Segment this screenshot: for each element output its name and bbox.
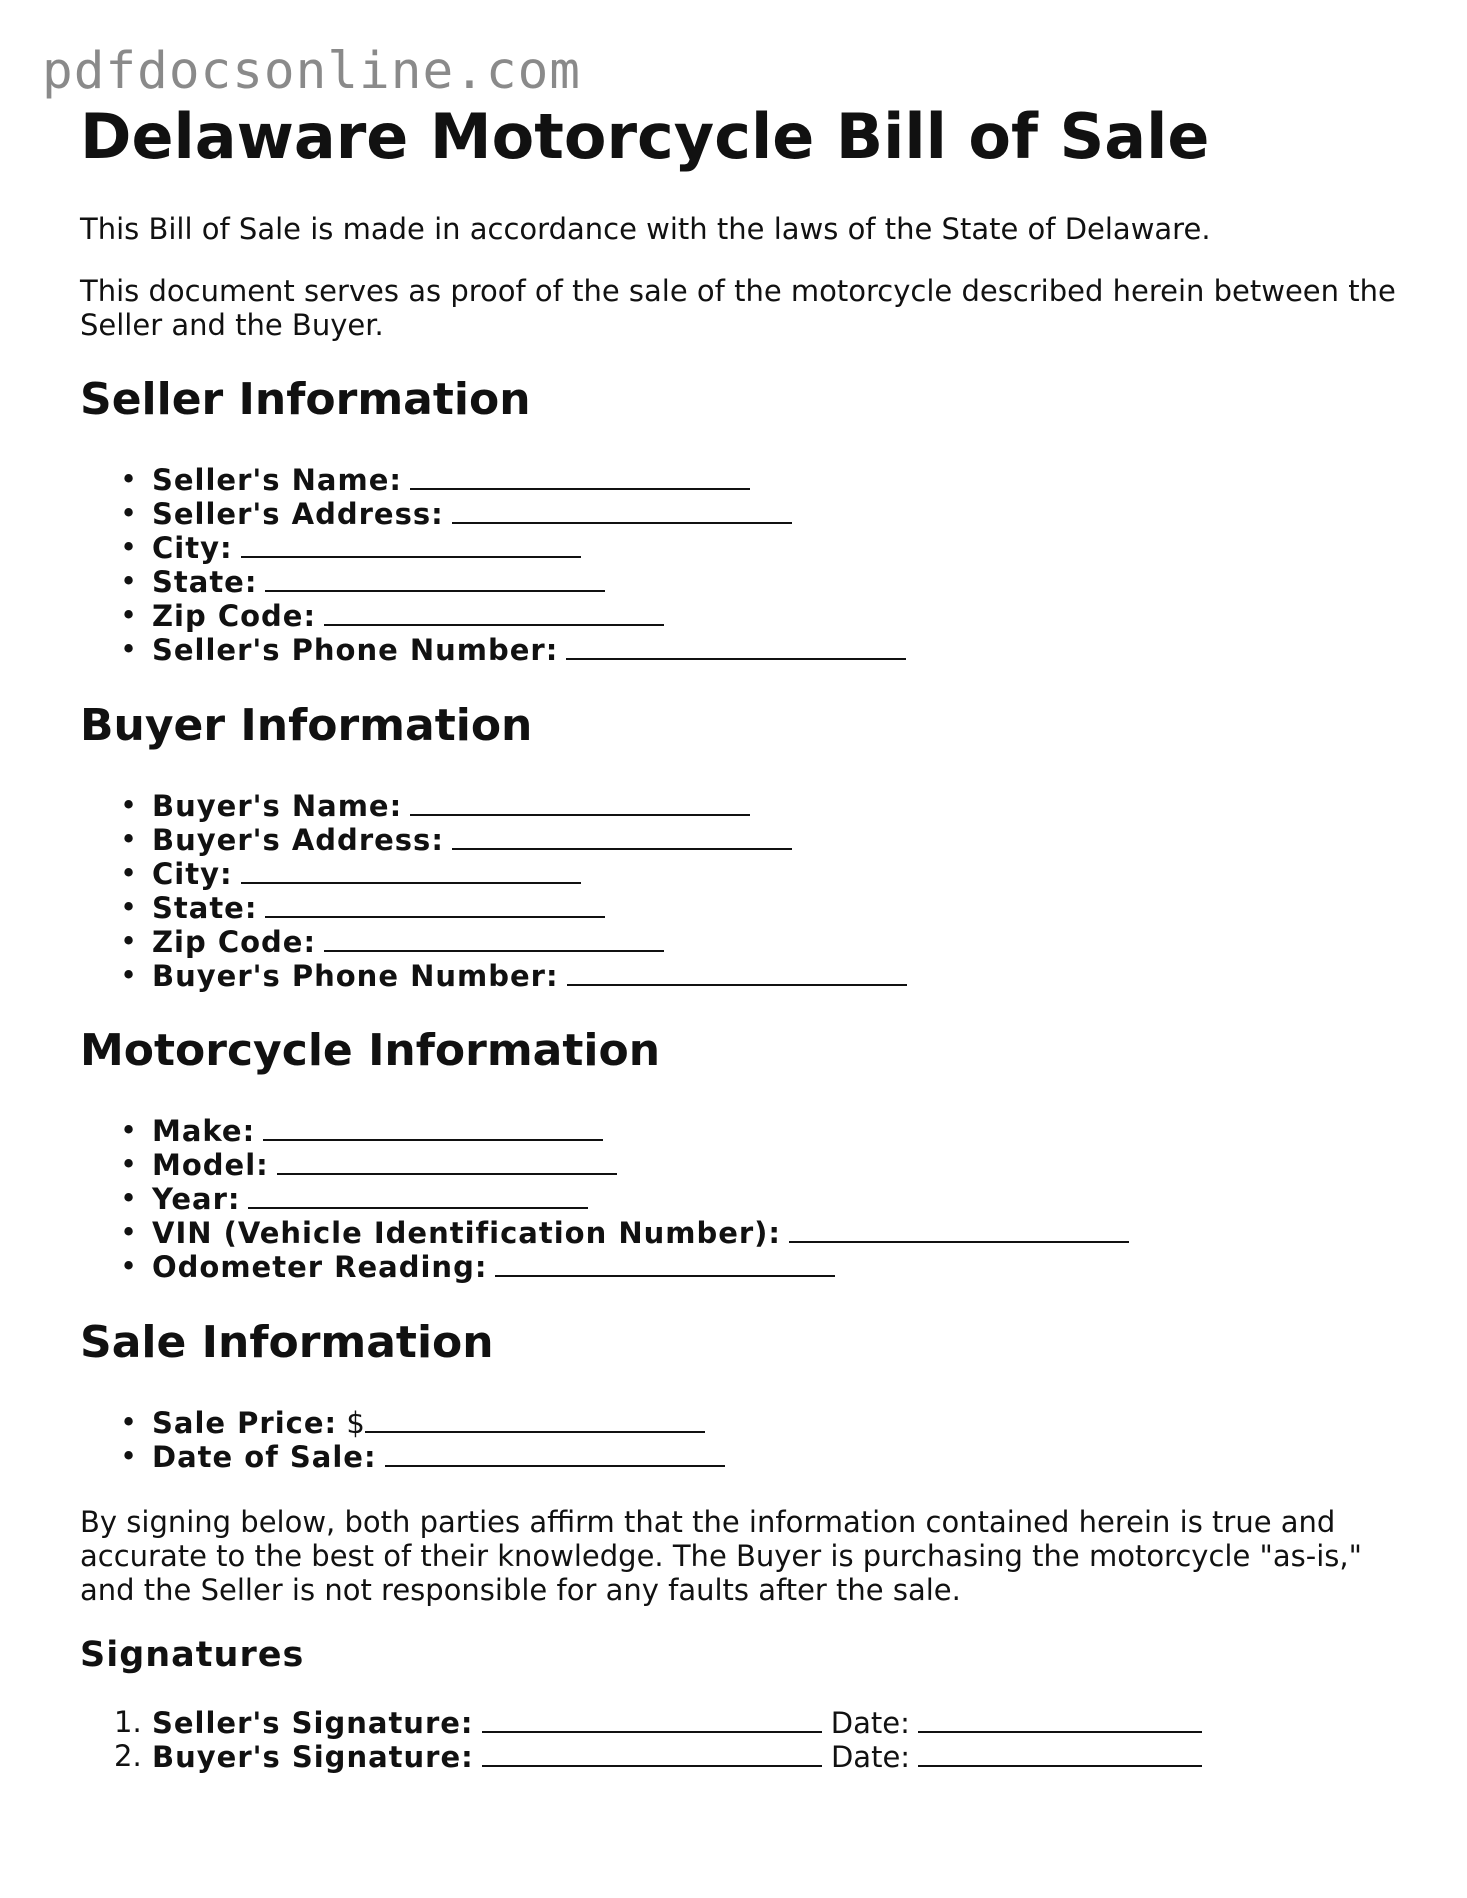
- blank-line[interactable]: [452, 496, 792, 524]
- currency-symbol: $: [346, 1406, 365, 1440]
- seller-address-field[interactable]: • Seller's Address:: [80, 496, 906, 530]
- blank-line[interactable]: [324, 924, 664, 952]
- blank-line[interactable]: [241, 530, 581, 558]
- model-field[interactable]: • Model:: [80, 1147, 1129, 1181]
- seller-name-field[interactable]: • Seller's Name:: [80, 462, 906, 496]
- make-field[interactable]: • Make:: [80, 1113, 1129, 1147]
- blank-line[interactable]: [265, 564, 605, 592]
- field-label: City:: [152, 531, 233, 565]
- field-label: Date of Sale:: [152, 1440, 377, 1474]
- year-field[interactable]: • Year:: [80, 1181, 1129, 1215]
- blank-line[interactable]: [277, 1147, 617, 1175]
- signature-line[interactable]: [482, 1705, 822, 1733]
- seller-field-list: [80, 462, 906, 666]
- field-label: Buyer's Name:: [152, 789, 403, 823]
- watermark: pdfdocsonline.com: [42, 42, 581, 101]
- blank-line[interactable]: [248, 1181, 588, 1209]
- blank-line[interactable]: [385, 1439, 725, 1467]
- blank-line[interactable]: [265, 890, 605, 918]
- field-label: State:: [152, 891, 258, 925]
- buyer-phone-field[interactable]: • Buyer's Phone Number:: [80, 958, 907, 992]
- blank-line[interactable]: [241, 856, 581, 884]
- buyer-signature-row[interactable]: 2. Buyer's Signature: Date:: [80, 1739, 1202, 1773]
- date-line[interactable]: [918, 1739, 1202, 1767]
- date-label: Date:: [830, 1706, 910, 1740]
- field-label: Seller's Name:: [152, 463, 402, 497]
- motorcycle-field-list: [80, 1113, 1129, 1283]
- blank-line[interactable]: [566, 632, 906, 660]
- signature-list: [80, 1705, 1202, 1773]
- buyer-field-list: [80, 788, 907, 992]
- field-label: Seller's Phone Number:: [152, 633, 559, 667]
- buyer-state-field[interactable]: • State:: [80, 890, 907, 924]
- date-line[interactable]: [918, 1705, 1202, 1733]
- blank-line[interactable]: [410, 462, 750, 490]
- signatures-heading: Signatures: [80, 1635, 305, 1675]
- seller-section-heading: Seller Information: [80, 374, 531, 425]
- date-label: Date:: [830, 1740, 911, 1774]
- field-label: City:: [152, 857, 233, 891]
- buyer-address-field[interactable]: • Buyer's Address:: [80, 822, 907, 856]
- blank-line[interactable]: [567, 958, 907, 986]
- affirmation-paragraph: By signing below, both parties affirm that the information contained herein is true and accurate to the best of their knowledge. The Buyer is purchasing the motorcycle "as-is," and the Seller is not responsible for any faults after the sale.: [80, 1505, 1362, 1607]
- sale-section-heading: Sale Information: [80, 1317, 494, 1368]
- date-of-sale-field[interactable]: • Date of Sale:: [80, 1439, 725, 1473]
- buyer-city-field[interactable]: • City:: [80, 856, 907, 890]
- field-label: Make:: [152, 1114, 256, 1148]
- sale-field-list: [80, 1405, 725, 1473]
- vin-field[interactable]: • VIN (Vehicle Identification Number):: [80, 1215, 1129, 1249]
- motorcycle-section-heading: Motorcycle Information: [80, 1025, 661, 1076]
- intro-paragraph: This document serves as proof of the sale of the motorcycle described herein between the Seller and the Buyer.: [80, 274, 1396, 342]
- sale-price-field[interactable]: • Sale Price: $: [80, 1405, 725, 1439]
- seller-state-field[interactable]: • State:: [80, 564, 906, 598]
- field-label: Sale Price:: [152, 1406, 338, 1440]
- blank-line[interactable]: [495, 1249, 835, 1277]
- seller-signature-row[interactable]: 1. Seller's Signature: Date:: [80, 1705, 1202, 1739]
- seller-phone-field[interactable]: • Seller's Phone Number:: [80, 632, 906, 666]
- blank-line[interactable]: [263, 1113, 603, 1141]
- blank-line[interactable]: [324, 598, 664, 626]
- field-label: Year:: [152, 1182, 241, 1216]
- field-label: State:: [152, 565, 258, 599]
- page-title: Delaware Motorcycle Bill of Sale: [80, 100, 1210, 173]
- field-label: Odometer Reading:: [152, 1250, 488, 1284]
- seller-zip-field[interactable]: • Zip Code:: [80, 598, 906, 632]
- blank-line[interactable]: [452, 822, 792, 850]
- field-label: VIN (Vehicle Identification Number):: [152, 1216, 782, 1250]
- buyer-section-heading: Buyer Information: [80, 700, 533, 751]
- buyer-zip-field[interactable]: • Zip Code:: [80, 924, 907, 958]
- blank-line[interactable]: [365, 1405, 705, 1433]
- signature-label: Seller's Signature:: [152, 1706, 474, 1740]
- signature-line[interactable]: [482, 1739, 822, 1767]
- seller-city-field[interactable]: • City:: [80, 530, 906, 564]
- blank-line[interactable]: [789, 1215, 1129, 1243]
- field-label: Buyer's Phone Number:: [152, 959, 559, 993]
- field-label: Buyer's Address:: [152, 823, 444, 857]
- signature-label: Buyer's Signature:: [152, 1740, 474, 1774]
- field-label: Zip Code:: [152, 599, 317, 633]
- field-label: Zip Code:: [152, 925, 317, 959]
- buyer-name-field[interactable]: • Buyer's Name:: [80, 788, 907, 822]
- field-label: Seller's Address:: [152, 497, 444, 531]
- field-label: Model:: [152, 1148, 269, 1182]
- intro-paragraph: This Bill of Sale is made in accordance with the laws of the State of Delaware.: [80, 212, 1211, 246]
- blank-line[interactable]: [410, 788, 750, 816]
- odometer-field[interactable]: • Odometer Reading:: [80, 1249, 1129, 1283]
